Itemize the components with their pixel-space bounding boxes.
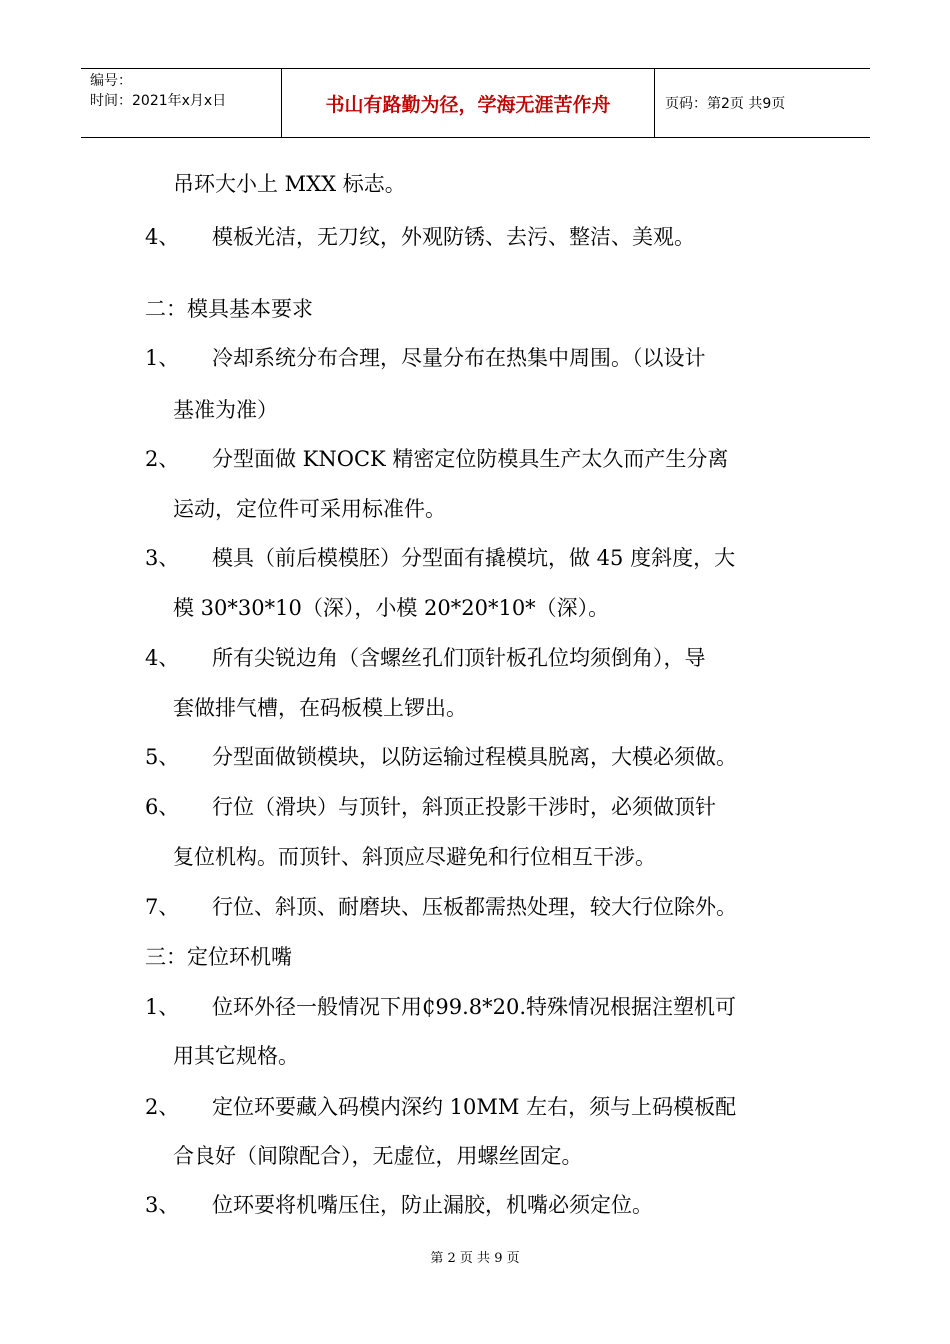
body-line: 分型面做锁模块，以防运输过程模具脱离，大模必须做。	[212, 745, 737, 769]
item-number: 5、	[145, 745, 180, 769]
item-number: 2、	[145, 447, 180, 471]
page-header	[81, 68, 870, 138]
item-number: 4、	[145, 225, 180, 249]
document-time-label: 时间：2021年x月x日	[90, 93, 227, 109]
item-number: 3、	[145, 546, 180, 570]
header-info-cell	[81, 69, 282, 137]
body-line: 复位机构。而顶针、斜顶应尽避免和行位相互干涉。	[173, 845, 656, 869]
item-number: 6、	[145, 795, 180, 819]
body-line: 吊环大小上 MXX 标志。	[173, 172, 406, 196]
body-line: 运动，定位件可采用标准件。	[173, 497, 446, 521]
body-line: 模板光洁，无刀纹，外观防锈、去污、整洁、美观。	[212, 225, 695, 249]
header-motto-cell	[282, 69, 655, 137]
item-number: 4、	[145, 646, 180, 670]
header-page-cell	[655, 69, 870, 137]
item-number: 1、	[145, 995, 180, 1019]
body-line: 模具（前后模模胚）分型面有撬模坑，做 45 度斜度，大	[212, 546, 736, 570]
header-motto: 书山有路勤为径，学海无涯苦作舟	[325, 93, 611, 116]
body-line: 位环外径一般情况下用₵99.8*20.特殊情况根据注塑机可	[212, 995, 737, 1019]
body-line: 行位、斜顶、耐磨块、压板都需热处理，较大行位除外。	[212, 895, 737, 919]
body-line: 位环要将机嘴压住，防止漏胶，机嘴必须定位。	[212, 1193, 653, 1217]
document-number-label: 编号：	[90, 73, 132, 89]
body-line: 定位环要藏入码模内深约 10MM 左右，须与上码模板配	[212, 1095, 737, 1119]
body-line: 行位（滑块）与顶针，斜顶正投影干涉时，必须做顶针	[212, 795, 716, 819]
body-line: 模 30*30*10（深），小模 20*20*10*（深）。	[173, 596, 610, 620]
body-line: 用其它规格。	[173, 1044, 299, 1068]
body-line: 冷却系统分布合理，尽量分布在热集中周围。（以设计	[212, 346, 706, 370]
section-heading: 二：模具基本要求	[145, 297, 313, 321]
body-line: 合良好（间隙配合），无虚位，用螺丝固定。	[173, 1144, 583, 1168]
body-line: 套做排气槽，在码板模上锣出。	[173, 696, 467, 720]
item-number: 2、	[145, 1095, 180, 1119]
section-heading: 三：定位环机嘴	[145, 945, 292, 969]
item-number: 3、	[145, 1193, 180, 1217]
body-line: 所有尖锐边角（含螺丝孔们顶针板孔位均须倒角），导	[212, 646, 706, 670]
item-number: 7、	[145, 895, 180, 919]
item-number: 1、	[145, 346, 180, 370]
body-line: 分型面做 KNOCK 精密定位防模具生产太久而产生分离	[212, 447, 729, 471]
body-line: 基准为准）	[173, 398, 278, 422]
header-page-info: 页码：第2页 共9页	[665, 96, 786, 112]
page-footer: 第 2 页 共 9 页	[430, 1251, 520, 1266]
